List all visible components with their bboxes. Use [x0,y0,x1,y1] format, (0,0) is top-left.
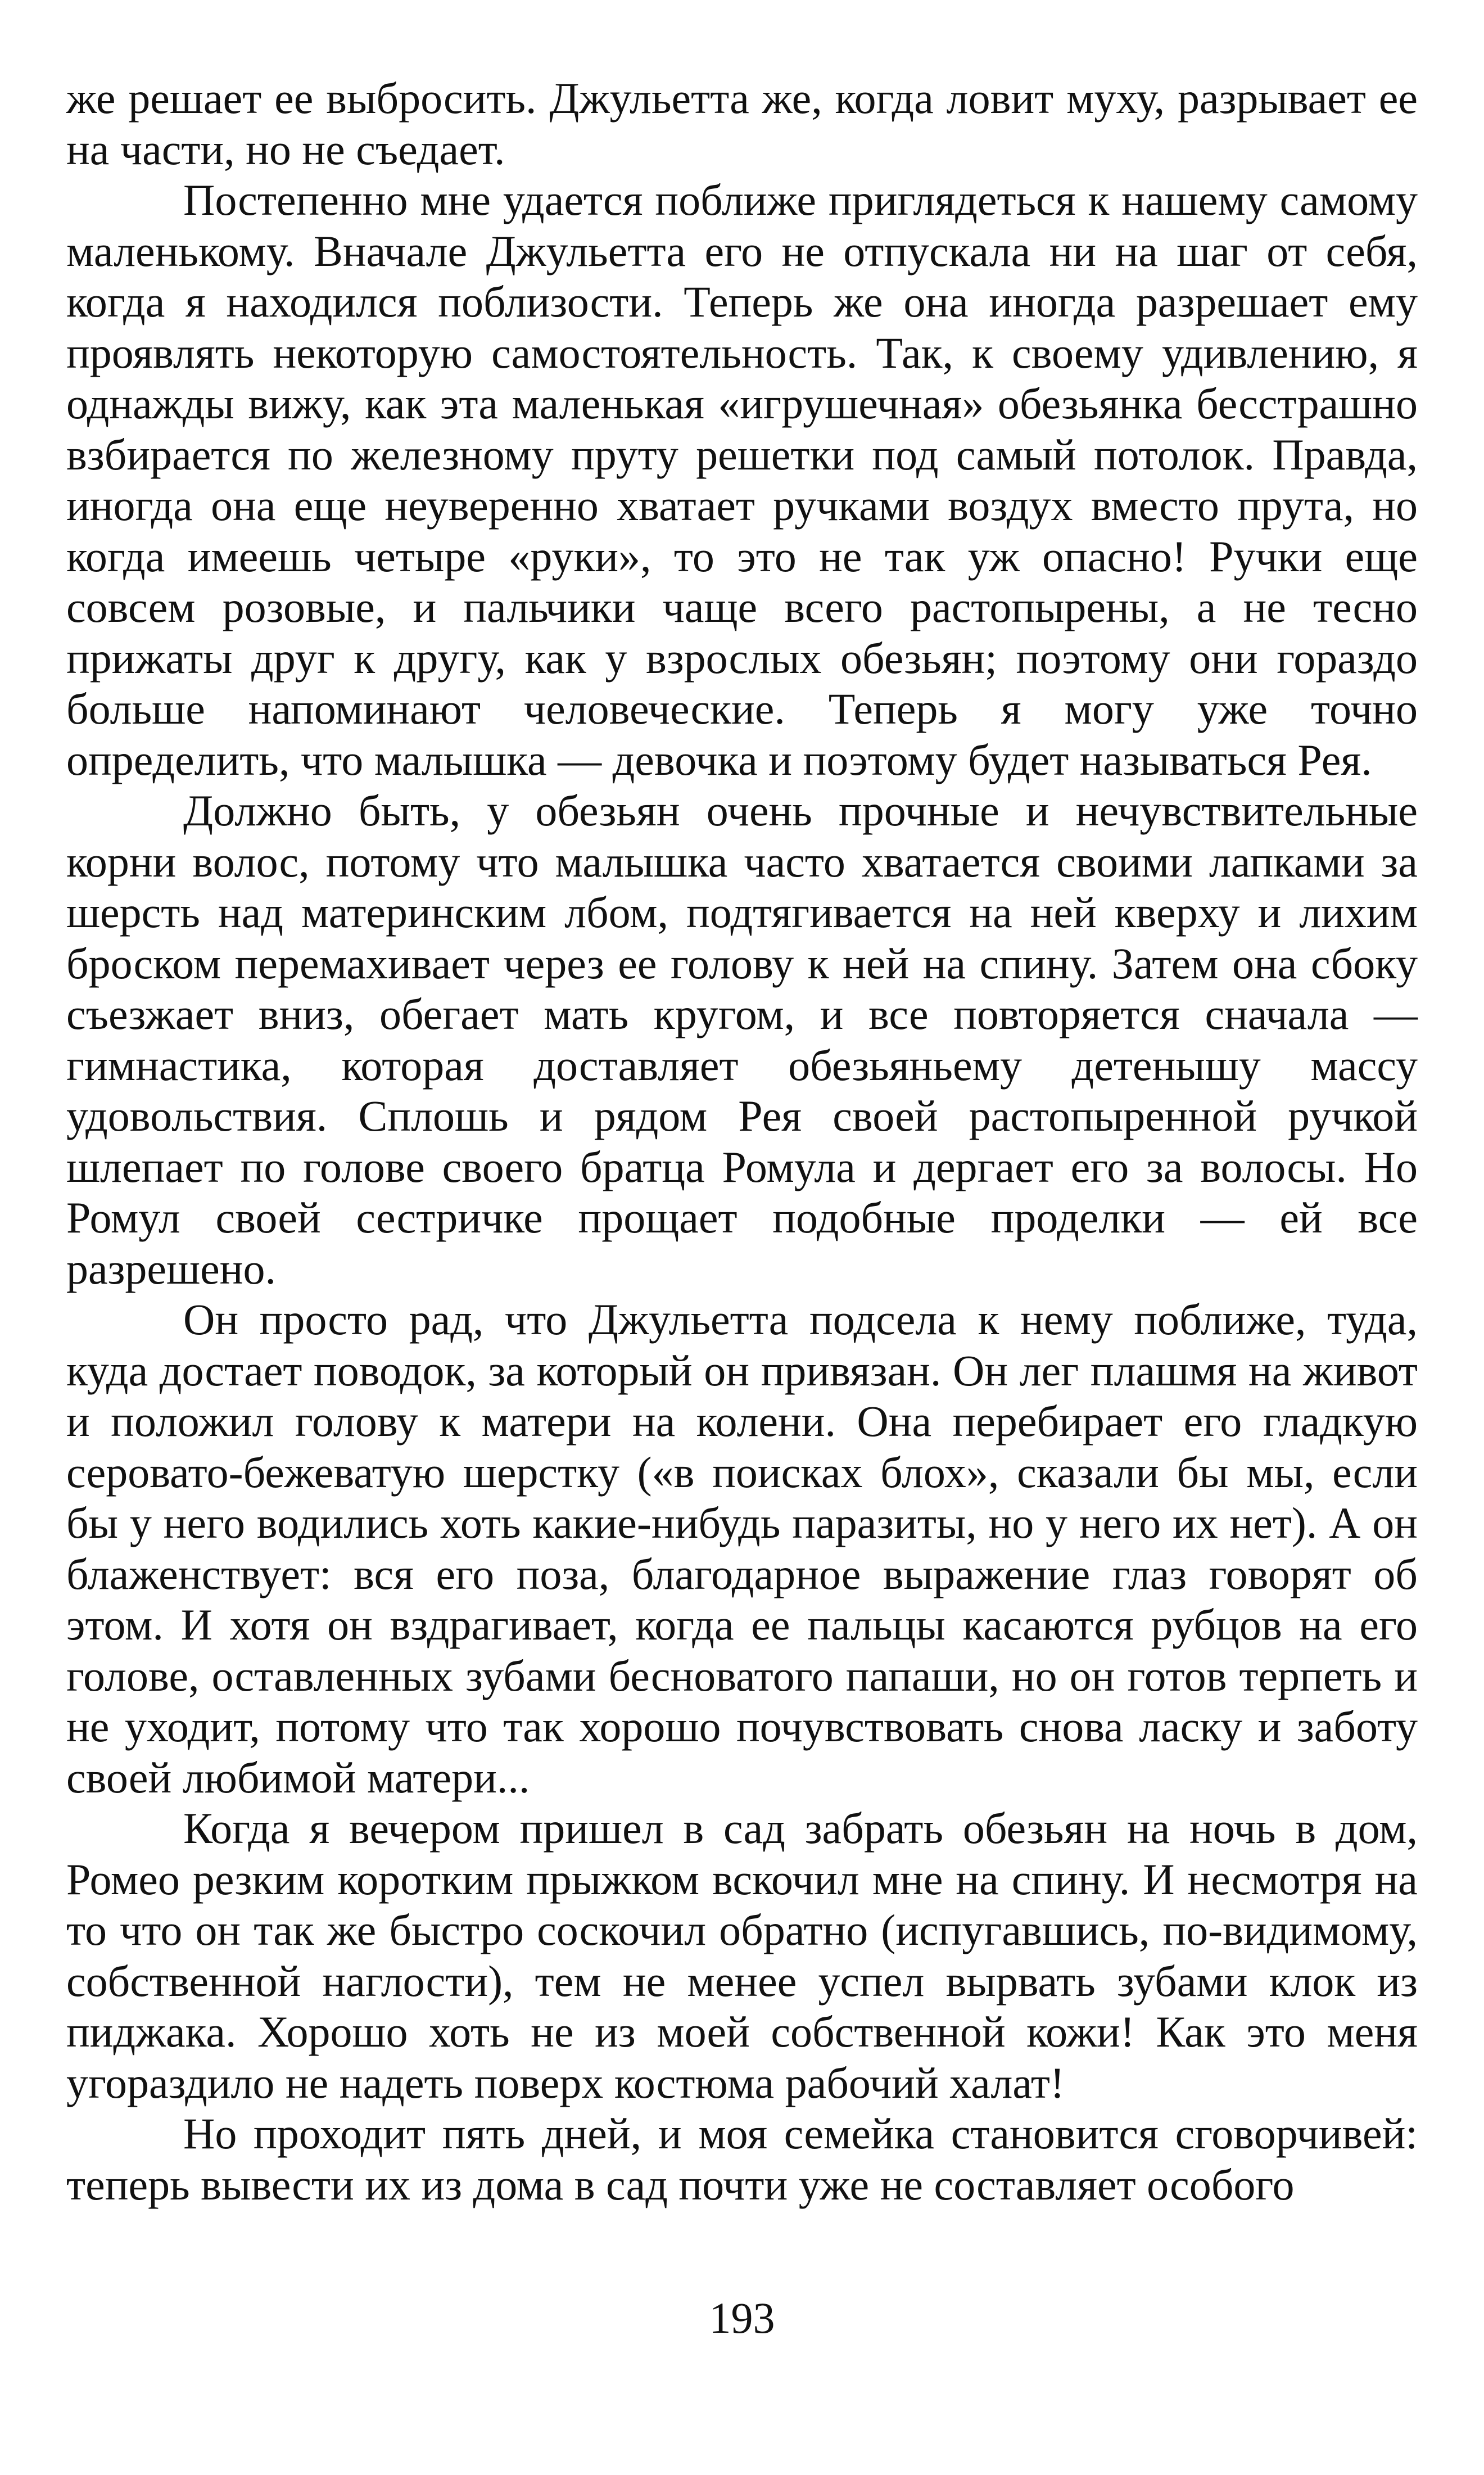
paragraph-6: Но проходит пять дней, и моя семейка становится сговорчивей: теперь вывести их из дома в сад почти уже не составляет особого [66,2109,1418,2209]
paragraph-3: Должно быть, у обезьян очень прочные и нечувствительные корни волос, потому что малышка часто хватается своими лапками за шерсть над материнским лбом, подтягивается на ней кверху и лихим броском перемахивает через ее голову к ней на спину. Затем она сбоку съезжает вниз, обегает мать кругом, и все повторяется сначала — гимнастика, которая доставляет обезьяньему детенышу массу удовольствия. Сплошь и рядом Рея своей растопыренной ручкой шлепает по голове своего братца Ромула и дергает его за волосы. Но Ромул своей сестричке прощает подобные проделки — ей все разрешено. [66,786,1418,1293]
paragraph-1: же решает ее выбросить. Джульетта же, когда ловит муху, разрывает ее на части, но не съедает. [66,74,1418,174]
paragraph-4: Он просто рад, что Джульетта подсела к нему поближе, туда, куда достает поводок, за который он привязан. Он лег плашмя на живот и положил голову к матери на колени. Она перебирает его гладкую серовато-бежеватую шерстку («в поисках блох», сказали бы мы, если бы у него водились хоть какие-нибудь паразиты, но у него их нет). А он блаженствует: вся его поза, благодарное выражение глаз говорят об этом. И хотя он вздрагивает, когда ее пальцы касаются рубцов на его голове, оставленных зубами бесноватого папаши, но он готов терпеть и не уходит, потому что так хорошо почувствовать снова ласку и заботу своей любимой матери... [66,1295,1418,1802]
page-number: 193 [709,2293,775,2342]
paragraph-5: Когда я вечером пришел в сад забрать обезьян на ночь в дом, Ромео резким коротким прыжком вскочил мне на спину. И несмотря на то что он так же быстро соскочил обратно (испугавшись, по-видимому, собственной наглости), тем не менее успел вырвать зубами клок из пиджака. Хорошо хоть не из моей собственной кожи! Как это меня угораздило не надеть поверх костюма рабочий халат! [66,1804,1418,2107]
paragraph-2: Постепенно мне удается поближе приглядеться к нашему самому маленькому. Вначале Джульетта его не отпускала ни на шаг от себя, когда я находился поблизости. Теперь же она иногда разрешает ему проявлять некоторую самостоятельность. Так, к своему удивлению, я однажды вижу, как эта маленькая «игрушечная» обезьянка бесстрашно взбирается по железному пруту решетки под самый потолок. Правда, иногда она еще неуверенно хватает ручками воздух вместо прута, но когда имеешь четыре «руки», то это не так уж опасно! Ручки еще совсем розовые, и пальчики чаще всего растопырены, а не тесно прижаты друг к другу, как у взрослых обезьян; поэтому они гораздо больше напоминают человеческие. Теперь я могу уже точно определить, что малышка — девочка и поэтому будет называться Рея. [66,175,1418,784]
page-body [66,73,1418,2210]
